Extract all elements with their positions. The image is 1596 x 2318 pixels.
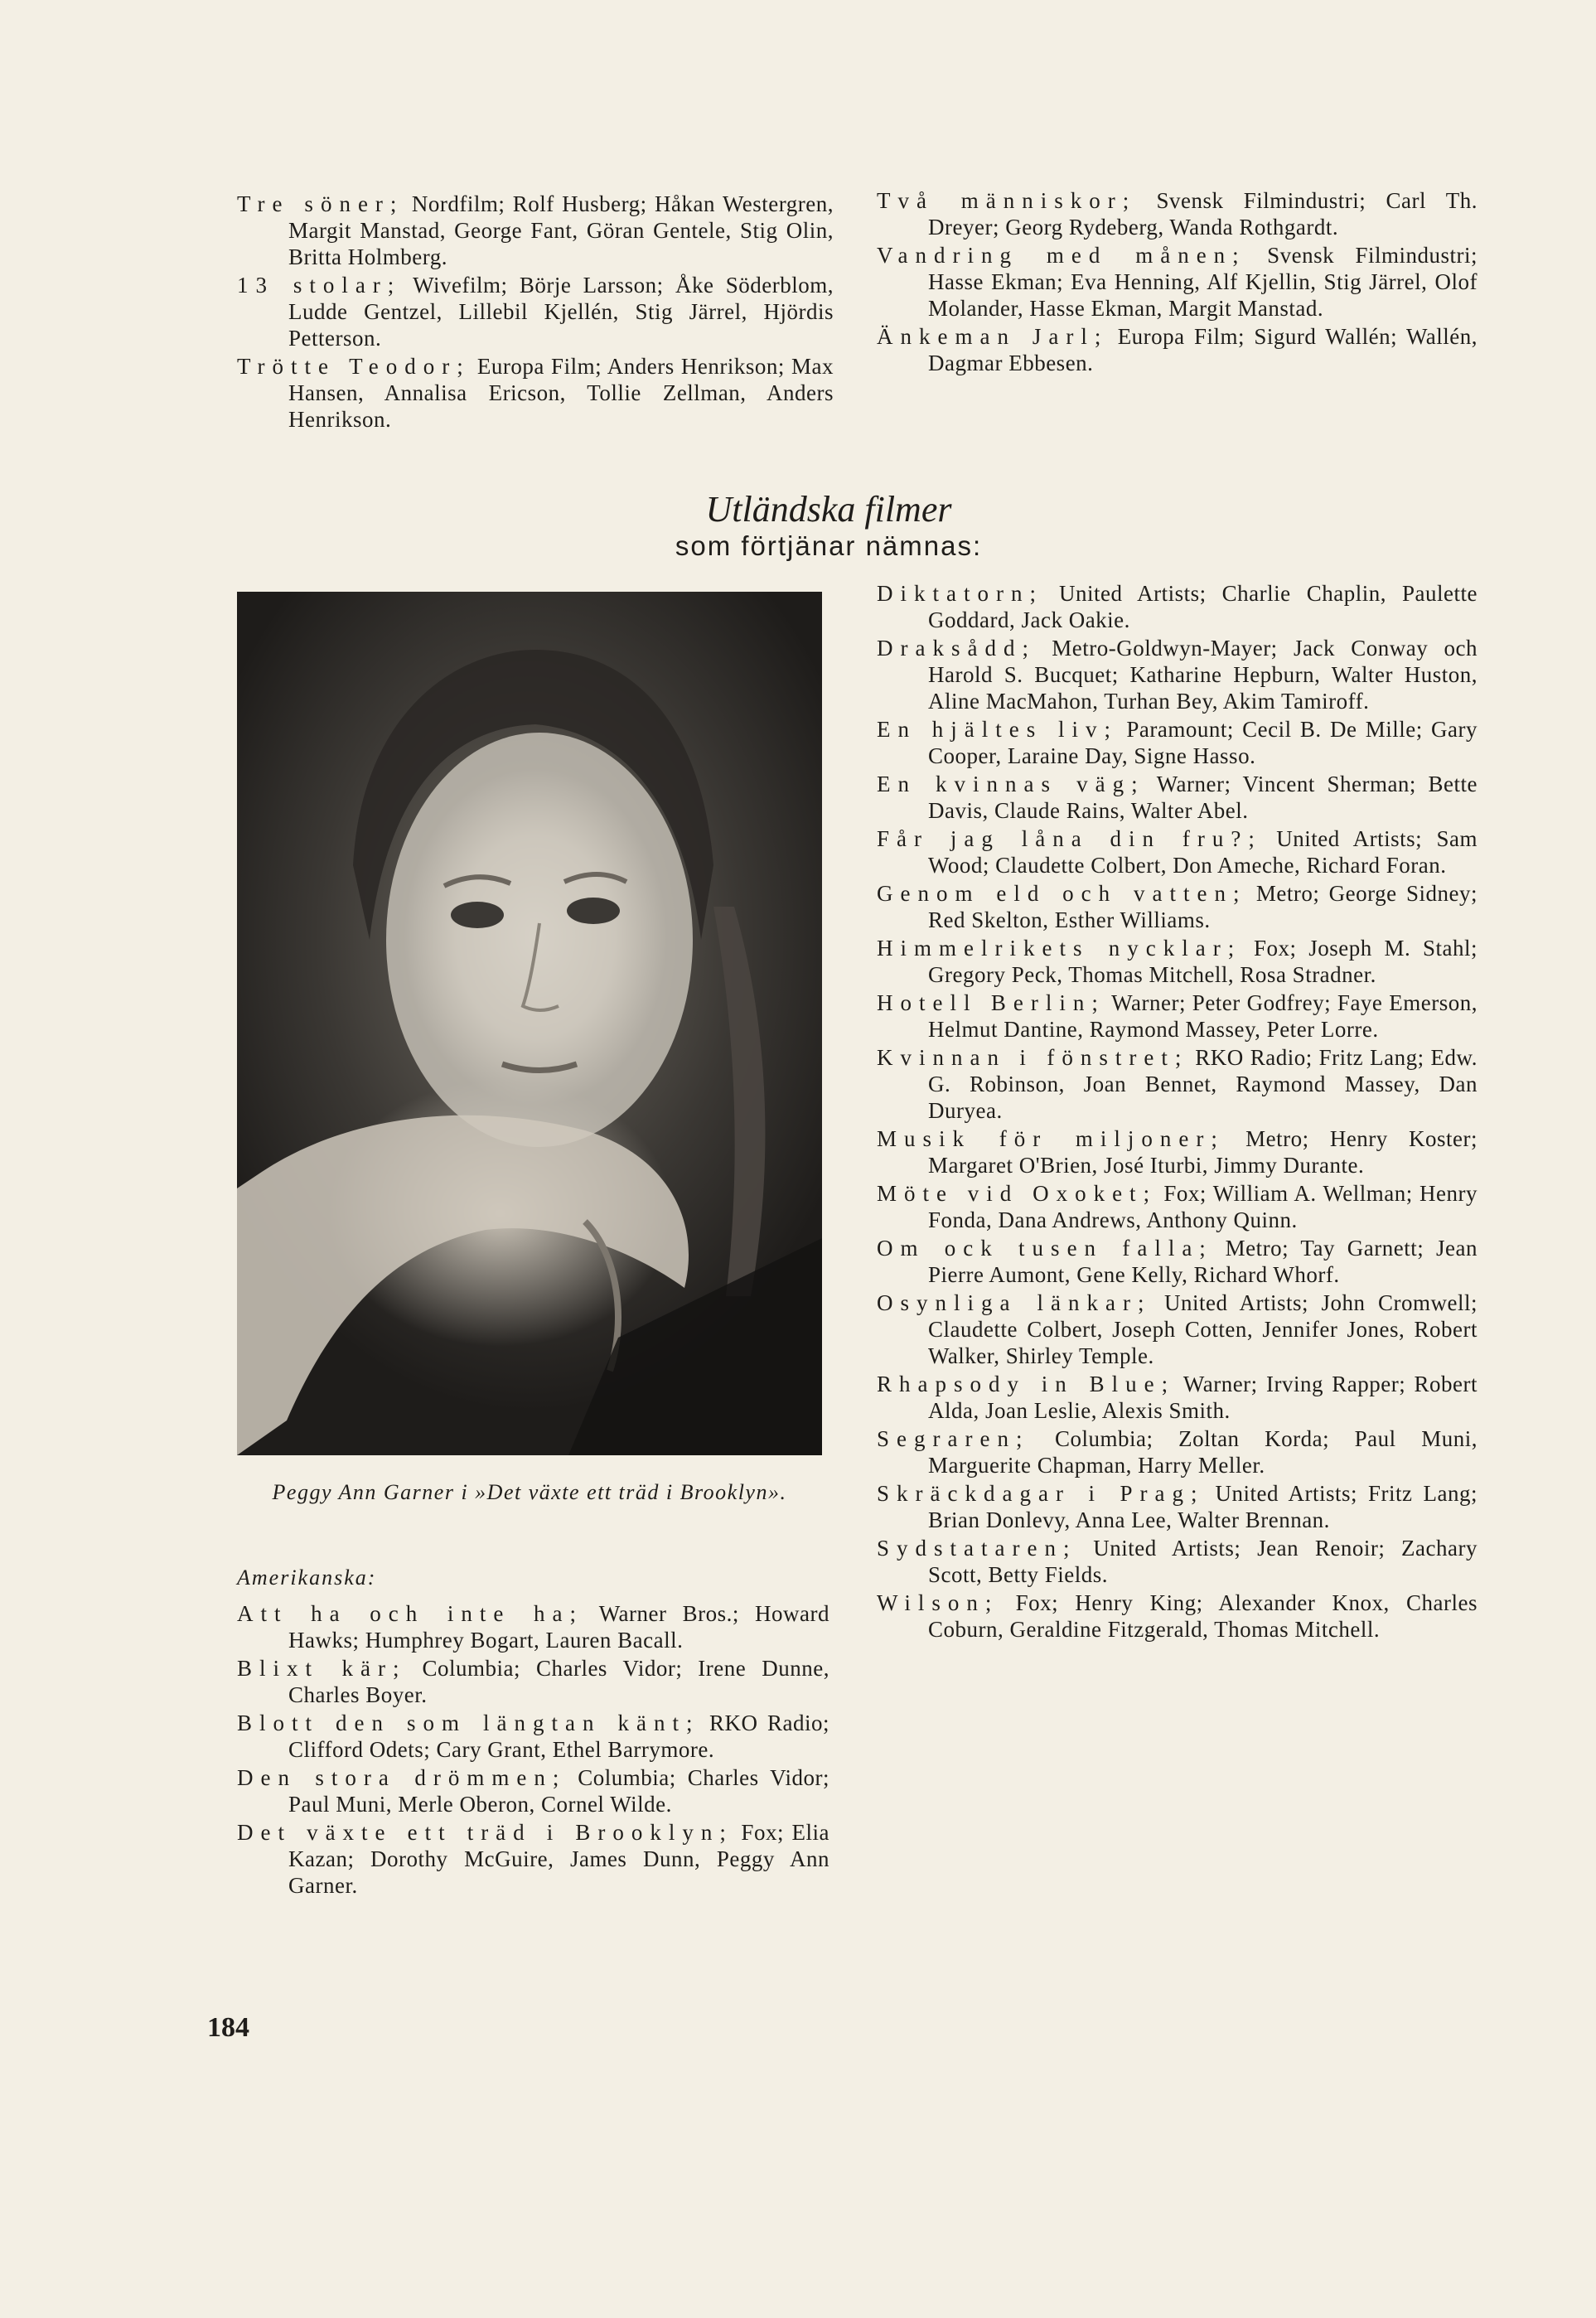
film-details: United Artists; Fritz Lang; Brian Donlevy, Anna Lee, Walter Brennan. bbox=[928, 1481, 1478, 1532]
film-entry bbox=[877, 1371, 1478, 1424]
film-entry bbox=[877, 1590, 1478, 1643]
film-title: Skräckdagar i Prag; bbox=[877, 1481, 1205, 1506]
film-entry bbox=[877, 580, 1478, 633]
film-details: Svensk Filmindustri; Hasse Ekman; Eva Henning, Alf Kjellin, Stig Järrel, Olof Molander, Hasse Ekman, Margit Manstad. bbox=[928, 243, 1478, 321]
film-title: Att ha och inte ha; bbox=[237, 1601, 584, 1626]
film-title: Får jag låna din fru?; bbox=[877, 826, 1262, 851]
film-details: United Artists; Sam Wood; Claudette Colbert, Don Ameche, Richard Foran. bbox=[928, 826, 1478, 878]
film-title: En kvinnas väg; bbox=[877, 772, 1145, 796]
section-title: Utländska filmer bbox=[705, 489, 952, 530]
film-entry bbox=[877, 935, 1478, 988]
film-details: RKO Radio; Fritz Lang; Edw. G. Robinson, Joan Bennet, Raymond Massey, Dan Duryea. bbox=[928, 1045, 1478, 1123]
film-entry bbox=[877, 771, 1478, 824]
film-title: Segraren; bbox=[877, 1426, 1030, 1451]
film-entry bbox=[877, 990, 1478, 1043]
film-entry bbox=[877, 1480, 1478, 1533]
film-entry bbox=[877, 880, 1478, 933]
swedish-films-left-column bbox=[237, 191, 834, 434]
film-title: Musik för miljoner; bbox=[877, 1126, 1225, 1151]
film-title: Diktatorn; bbox=[877, 581, 1043, 606]
film-details: United Artists; John Cromwell; Claudette Colbert, Joseph Cotten, Jennifer Jones, Robert Walker, Shirley Temple. bbox=[928, 1290, 1478, 1368]
film-details: Fox; Henry King; Alexander Knox, Charles Coburn, Geraldine Fitzgerald, Thomas Mitchell. bbox=[928, 1590, 1478, 1642]
film-entry bbox=[237, 1764, 829, 1817]
film-title: Himmelrikets nycklar; bbox=[877, 936, 1242, 961]
film-title: Det växte ett träd i Brooklyn; bbox=[237, 1820, 733, 1845]
section-subtitle: som förtjänar nämnas: bbox=[675, 530, 983, 561]
film-entry bbox=[877, 1535, 1478, 1588]
film-title: Hotell Berlin; bbox=[877, 990, 1105, 1015]
film-details: Europa Film; Anders Henrikson; Max Hansen, Annalisa Ericson, Tollie Zellman, Anders Henrikson. bbox=[288, 354, 834, 432]
film-details: Columbia; Charles Vidor; Paul Muni, Merle Oberon, Cornel Wilde. bbox=[288, 1765, 829, 1817]
film-title: Den stora drömmen; bbox=[237, 1765, 567, 1790]
film-details: Fox; William A. Wellman; Henry Fonda, Dana Andrews, Anthony Quinn. bbox=[928, 1181, 1478, 1232]
film-details: Metro-Goldwyn-Mayer; Jack Conway och Harold S. Bucquet; Katharine Hepburn, Walter Huston, Aline MacMahon, Turhan Bey, Akim Tamiroff. bbox=[928, 636, 1478, 714]
film-entry bbox=[237, 1710, 829, 1763]
film-entry bbox=[877, 1180, 1478, 1233]
film-entry bbox=[237, 353, 834, 433]
american-films-left-column bbox=[237, 1565, 829, 1900]
film-title: 13 stolar; bbox=[237, 273, 402, 298]
film-title: Wilson; bbox=[877, 1590, 999, 1615]
film-details: Europa Film; Sigurd Wallén; Wallén, Dagmar Ebbesen. bbox=[928, 324, 1478, 375]
film-entry bbox=[877, 323, 1478, 376]
film-title: Osynliga länkar; bbox=[877, 1290, 1152, 1315]
page-number: 184 bbox=[207, 2012, 249, 2043]
film-details: RKO Radio; Clifford Odets; Cary Grant, Ethel Barrymore. bbox=[288, 1711, 829, 1762]
film-title: Änkeman Jarl; bbox=[877, 324, 1109, 349]
photo-caption: Peggy Ann Garner i »Det växte ett träd i Brooklyn». bbox=[272, 1480, 787, 1504]
film-entry bbox=[877, 635, 1478, 714]
film-title: Kvinnan i fönstret; bbox=[877, 1045, 1189, 1070]
film-title: Genom eld och vatten; bbox=[877, 881, 1247, 906]
film-details: Metro; George Sidney; Red Skelton, Esther Williams. bbox=[928, 881, 1478, 932]
film-details: Svensk Filmindustri; Carl Th. Dreyer; Georg Rydeberg, Wanda Rothgardt. bbox=[928, 188, 1478, 240]
film-entry bbox=[877, 716, 1478, 769]
film-title: Trötte Teodor; bbox=[237, 354, 471, 379]
film-details: Fox; Elia Kazan; Dorothy McGuire, James Dunn, Peggy Ann Garner. bbox=[288, 1820, 830, 1898]
film-title: En hjältes liv; bbox=[877, 717, 1119, 742]
film-title: Blixt kär; bbox=[237, 1656, 407, 1681]
film-entry bbox=[237, 1600, 829, 1653]
film-entry bbox=[877, 1425, 1478, 1478]
film-details: Warner; Vincent Sherman; Bette Davis, Claude Rains, Walter Abel. bbox=[928, 772, 1478, 823]
film-title: Sydstataren; bbox=[877, 1536, 1077, 1561]
film-title: Möte vid Oxoket; bbox=[877, 1181, 1158, 1206]
film-details: Warner Bros.; Howard Hawks; Humphrey Bogart, Lauren Bacall. bbox=[288, 1601, 829, 1653]
film-title: Vandring med månen; bbox=[877, 243, 1246, 268]
film-entry bbox=[877, 1235, 1478, 1288]
film-details: Metro; Tay Garnett; Jean Pierre Aumont, Gene Kelly, Richard Whorf. bbox=[928, 1236, 1478, 1287]
film-details: Metro; Henry Koster; Margaret O'Brien, José Iturbi, Jimmy Durante. bbox=[928, 1126, 1478, 1178]
american-films-right-column bbox=[877, 580, 1478, 1644]
film-title: Tre söner; bbox=[237, 191, 404, 216]
film-title: Om ock tusen falla; bbox=[877, 1236, 1213, 1261]
film-details: Fox; Joseph M. Stahl; Gregory Peck, Thomas Mitchell, Rosa Stradner. bbox=[928, 936, 1478, 987]
film-details: Columbia; Charles Vidor; Irene Dunne, Charles Boyer. bbox=[288, 1656, 829, 1707]
film-details: Paramount; Cecil B. De Mille; Gary Cooper, Laraine Day, Signe Hasso. bbox=[928, 717, 1478, 768]
film-entry bbox=[237, 1655, 829, 1708]
portrait-photo-shapes bbox=[237, 592, 822, 1455]
film-details: United Artists; Jean Renoir; Zachary Scott, Betty Fields. bbox=[928, 1536, 1478, 1587]
film-entry bbox=[877, 242, 1478, 322]
american-subheading: Amerikanska: bbox=[237, 1565, 377, 1590]
film-title: Draksådd; bbox=[877, 636, 1036, 661]
section-heading bbox=[580, 489, 1077, 562]
film-entry bbox=[877, 1125, 1478, 1178]
film-details: Columbia; Zoltan Korda; Paul Muni, Marguerite Chapman, Harry Meller. bbox=[928, 1426, 1478, 1478]
film-details: Warner; Irving Rapper; Robert Alda, Joan Leslie, Alexis Smith. bbox=[928, 1372, 1478, 1423]
swedish-films-right-column bbox=[877, 187, 1478, 378]
film-entry bbox=[877, 1044, 1478, 1124]
film-entry bbox=[877, 187, 1478, 240]
film-details: United Artists; Charlie Chaplin, Paulette Goddard, Jack Oakie. bbox=[928, 581, 1478, 632]
film-entry bbox=[237, 191, 834, 270]
portrait-photo bbox=[237, 592, 822, 1455]
film-details: Nordfilm; Rolf Husberg; Håkan Westergren, Margit Manstad, George Fant, Göran Gentele, Stig Olin, Britta Holmberg. bbox=[288, 191, 834, 269]
film-details: Wivefilm; Börje Larsson; Åke Söderblom, Ludde Gentzel, Lillebil Kjellén, Stig Järrel, Hjördis Petterson. bbox=[288, 273, 834, 351]
film-entry bbox=[877, 1290, 1478, 1369]
film-title: Två människor; bbox=[877, 188, 1137, 213]
film-details: Warner; Peter Godfrey; Faye Emerson, Helmut Dantine, Raymond Massey, Peter Lorre. bbox=[928, 990, 1478, 1042]
film-entry bbox=[237, 1819, 829, 1899]
film-title: Rhapsody in Blue; bbox=[877, 1372, 1176, 1396]
film-entry bbox=[237, 272, 834, 351]
film-entry bbox=[877, 825, 1478, 878]
film-title: Blott den som längtan känt; bbox=[237, 1711, 700, 1735]
